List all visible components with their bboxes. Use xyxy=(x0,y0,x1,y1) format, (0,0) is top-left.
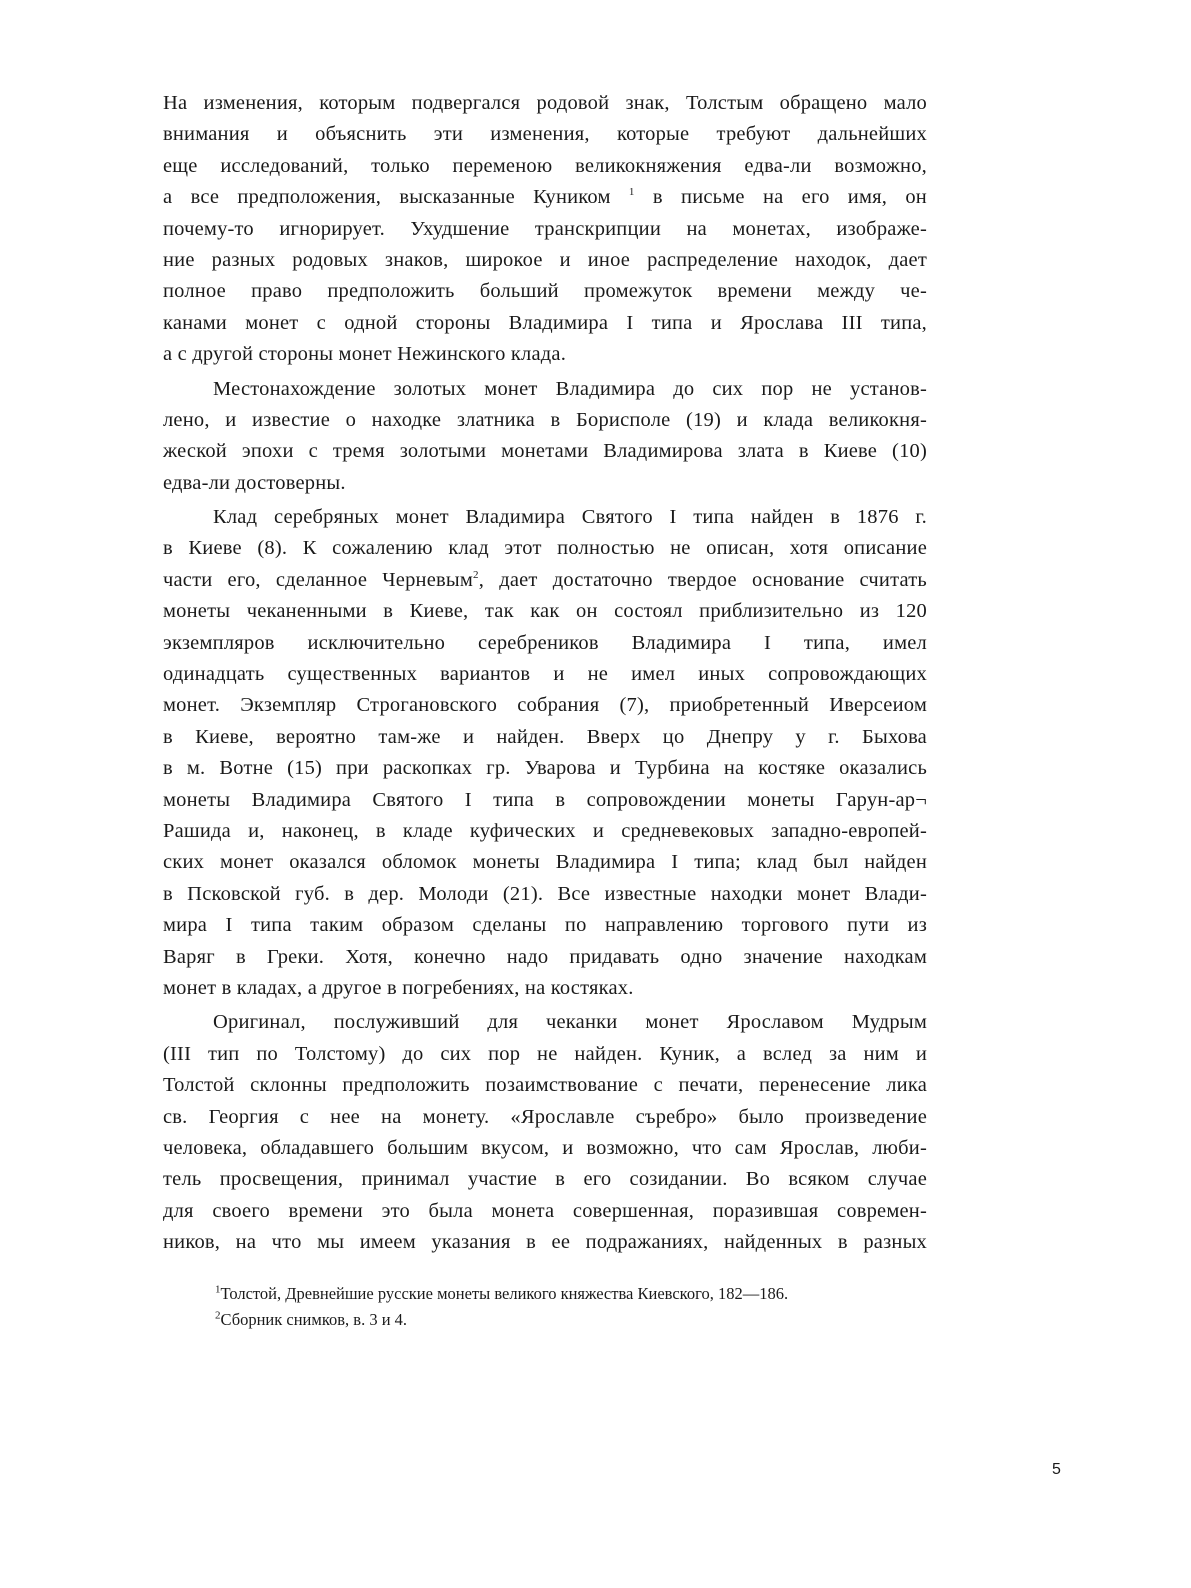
footnote-1 xyxy=(215,1281,935,1307)
text-fragment: , дает достаточно твердое основание считать xyxy=(478,568,927,591)
text-line: ников, на что мы имеем указания в ее подражаниях, найденных в разных xyxy=(163,1231,927,1254)
text-line: Оригинал, послуживший для чеканки монет Ярославом Мудрым xyxy=(213,1011,927,1034)
text-line: полное право предположить больший промежуток времени между че- xyxy=(163,280,927,303)
text-line: еще исследований, только переменою великокняжения едва-ли возможно, xyxy=(163,154,927,177)
text-line: мира I типа таким образом сделаны по направлению торгового пути из xyxy=(163,914,927,937)
footnote-2-mark: 2 xyxy=(215,1309,221,1322)
text-line: жеской эпохи с тремя золотыми монетами Владимирова злата в Киеве (10) xyxy=(163,440,927,463)
page-number: 5 xyxy=(1052,1461,1061,1478)
text-line: монеты Владимира Святого I типа в сопровождении монеты Гарун-ар¬ xyxy=(163,788,927,811)
text-line: лено, и известие о находке златника в Борисполе (19) и клада великокня- xyxy=(163,408,927,431)
text-line: одинадцать существенных вариантов и не имел иных сопровождающих xyxy=(163,663,927,686)
text-line: для своего времени это была монета совершенная, поразившая современ- xyxy=(163,1199,927,1222)
text-line: внимания и объяснить эти изменения, которые требуют дальнейших xyxy=(163,123,927,146)
text-line: почему-то игнорирует. Ухудшение транскрипции на монетах, изображе- xyxy=(163,217,927,240)
paragraph-3 xyxy=(163,502,927,1004)
text-line: ние разных родовых знаков, широкое и иное распределение находок, дает xyxy=(163,248,927,271)
footnote-2-text: Сборник снимков, в. 3 и 4. xyxy=(220,1310,408,1329)
text-line: монеты чеканенными в Киеве, так как он состоял приблизительно из 120 xyxy=(163,600,927,623)
text-line: Клад серебряных монет Владимира Святого I типа найден в 1876 г. xyxy=(213,506,927,529)
text-line: человека, обладавшего большим вкусом, и возможно, что сам Ярослав, люби- xyxy=(163,1136,927,1159)
text-fragment: части его, сделанное Черневым xyxy=(163,568,474,591)
text-line: в Киеве, вероятно там-же и найден. Вверх цо Днепру у г. Быхова xyxy=(163,725,927,748)
text-line: экземпляров исключительно серебреников Владимира I типа, имел xyxy=(163,631,927,654)
text-line: На изменения, которым подвергался родовой знак, Толстым обращено мало xyxy=(163,92,927,114)
text-line: ских монет оказался обломок монеты Владимира I типа; клад был найден xyxy=(163,851,927,874)
text-line: в Псковской губ. в дер. Молоди (21). Все известные находки монет Влади- xyxy=(163,882,927,905)
text-line: св. Георгия с нее на монету. «Ярославле съребро» было произведение xyxy=(163,1105,927,1128)
text-fragment: а все предположения, высказанные Куником xyxy=(163,186,611,209)
text-line: в м. Вотне (15) при раскопках гр. Уварова и Турбина на костяке оказались xyxy=(163,757,927,780)
footnote-1-text: Толстой, Древнейшие русские монеты великого княжества Киевского, 182—186. xyxy=(220,1284,789,1303)
paragraph-2 xyxy=(163,374,927,500)
paragraph-1 xyxy=(163,88,927,371)
text-line: Местонахождение золотых монет Владимира до сих пор не установ- xyxy=(213,377,927,400)
text-line: Варяг в Греки. Хотя, конечно надо придавать одно значение находкам xyxy=(163,945,927,968)
paragraph-4 xyxy=(163,1007,927,1258)
text-line xyxy=(163,182,927,213)
text-line: монет. Экземпляр Строгановского собрания (7), приобретенный Иверсеиом xyxy=(163,694,927,717)
footnote-mark-1: 1 xyxy=(628,186,635,199)
text-line: Толстой склонны предположить позаимствование с печати, перенесение лика xyxy=(163,1074,927,1097)
text-line: тель просвещения, принимал участие в его созидании. Во всяком случае xyxy=(163,1168,927,1191)
footnote-2 xyxy=(215,1307,935,1333)
text-line xyxy=(163,565,927,596)
text-line: в Киеве (8). К сожалению клад этот полностью не описан, хотя описание xyxy=(163,537,927,560)
footnote-1-mark: 1 xyxy=(215,1283,221,1296)
text-fragment: в письме на его имя, он xyxy=(652,186,927,209)
body-text xyxy=(163,88,927,1258)
text-line: канами монет с одной стороны Владимира I типа и Ярослава III типа, xyxy=(163,311,927,334)
text-line: едва-ли достоверны. xyxy=(163,471,346,494)
text-line: монет в кладах, а другое в погребениях, на костяках. xyxy=(163,976,634,999)
footnotes xyxy=(215,1281,935,1333)
text-line: а с другой стороны монет Нежинского клада. xyxy=(163,343,567,366)
text-line: Рашида и, наконец, в кладе куфических и средневековых западно-европей- xyxy=(163,819,927,842)
text-line: (III тип по Толстому) до сих пор не найден. Куник, а вслед за ним и xyxy=(163,1042,927,1065)
footnote-mark-2: 2 xyxy=(473,569,479,582)
